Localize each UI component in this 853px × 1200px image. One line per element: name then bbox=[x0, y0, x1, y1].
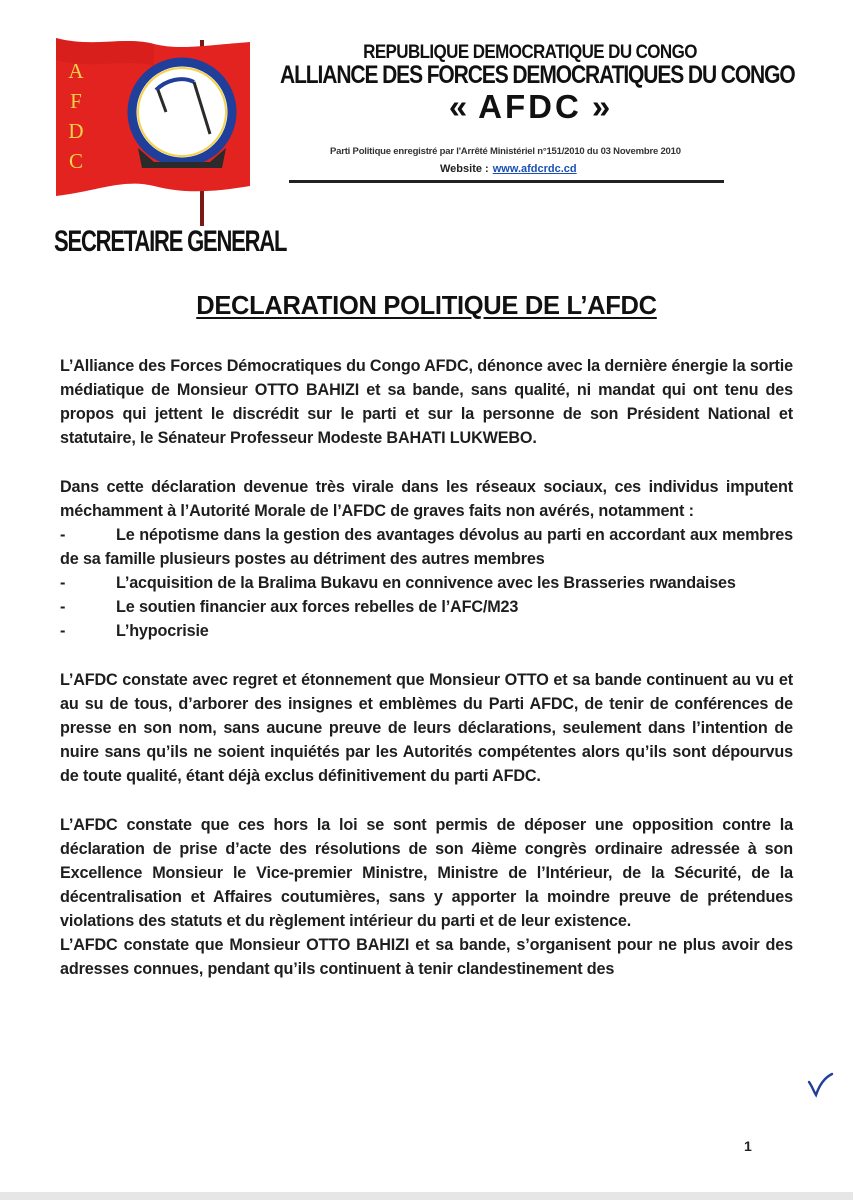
list-dash: - bbox=[60, 598, 66, 616]
list-item bbox=[60, 571, 793, 595]
checkmark-icon bbox=[806, 1072, 834, 1098]
flag-letters bbox=[62, 56, 90, 176]
website-line bbox=[440, 163, 640, 175]
website-label: Website : bbox=[440, 163, 489, 175]
document-title bbox=[0, 292, 853, 321]
list-item-text: Le soutien financier aux forces rebelles de l’AFC/M23 bbox=[116, 598, 519, 616]
acronym: AFDC bbox=[478, 88, 582, 125]
letterhead bbox=[280, 40, 795, 126]
secretaire-general-label: SECRETAIRE GENERAL bbox=[54, 224, 287, 258]
paragraph: L’Alliance des Forces Démocratiques du Congo AFDC, dénonce avec la dernière énergie la sortie médiatique de Monsieur OTTO BAHIZI et sa bande, sans qualité, ni mandat qui ont tenu des propos qui jettent le discrédit sur le parti et sur la personne de son Président National et statutaire, le Sénateur Professeur Modeste BAHATI LUKWEBO. bbox=[60, 357, 793, 447]
flag-letter: D bbox=[68, 119, 84, 143]
list-item-text: L’hypocrisie bbox=[116, 622, 209, 640]
list-item bbox=[60, 523, 793, 571]
list-item-text: Le népotisme dans la gestion des avantages dévolus au parti en accordant aux membres de sa famille plusieurs postes au détriment des autres membres bbox=[60, 526, 793, 568]
list-item bbox=[60, 619, 793, 643]
page-bottom-edge bbox=[0, 1192, 853, 1200]
paragraph: L’AFDC constate que ces hors la loi se sont permis de déposer une opposition contre la déclaration de prise d’acte des résolutions de son 4ième congrès ordinaire adressée à son Excellence Monsieur le Vice-premier Ministre, Ministre de l’Intérieur, de la Sécurité, de la décentralisation et Affaires coutumières, sans y apporter la moindre preuve de prétendues violations des statuts et du règlement intérieur du parti et de leur existence. bbox=[60, 816, 793, 930]
list-dash: - bbox=[60, 622, 66, 640]
quote-close: » bbox=[591, 88, 612, 125]
header-rule bbox=[289, 180, 724, 183]
republic-heading: REPUBLIQUE DEMOCRATIQUE DU CONGO bbox=[363, 40, 697, 63]
flag-letter: A bbox=[68, 59, 84, 83]
acronym-heading bbox=[280, 88, 780, 126]
flag-letter: C bbox=[68, 149, 83, 173]
paragraph: L’AFDC constate que Monsieur OTTO BAHIZI et sa bande, s’organisent pour ne plus avoir des adresses connues, pendant qu’ils continuent à tenir clandestinement des bbox=[60, 936, 793, 978]
quote-open: « bbox=[448, 88, 469, 125]
list-item-text: L’acquisition de la Bralima Bukavu en connivence avec les Brasseries rwandaises bbox=[116, 574, 736, 592]
list-dash: - bbox=[60, 526, 66, 544]
page-number: 1 bbox=[744, 1138, 752, 1154]
afdc-logo bbox=[54, 36, 287, 258]
list-dash: - bbox=[60, 574, 66, 592]
flag-letter: F bbox=[70, 89, 82, 113]
website-link[interactable]: www.afdcrdc.cd bbox=[492, 163, 577, 175]
alliance-heading: ALLIANCE DES FORCES DEMOCRATIQUES DU CONGO bbox=[280, 61, 795, 90]
paragraph: L’AFDC constate avec regret et étonnement que Monsieur OTTO et sa bande continuent au vu et au su de tous, d’arborer des insignes et emblèmes du Parti AFDC, de tenir de conférences de presse en son nom, sans aucune preuve de leurs déclarations, seulement dans l’intention de nuire sans qu’ils ne soient inquiétés par les Autorités compétentes alors qu’ils sont dépourvus de toute qualité, étant déjà exclus définitivement du parti AFDC. bbox=[60, 671, 793, 785]
document-body bbox=[60, 354, 793, 981]
registration-line: Parti Politique enregistré par l'Arrêté Ministériel n°151/2010 du 03 Novembre 2010 bbox=[330, 146, 681, 157]
paragraph: Dans cette déclaration devenue très virale dans les réseaux sociaux, ces individus imputent méchamment à l’Autorité Morale de l’AFDC de graves faits non avérés, notamment : bbox=[60, 478, 793, 520]
title-text: DECLARATION POLITIQUE DE L’AFDC bbox=[196, 292, 657, 320]
list-item bbox=[60, 595, 793, 619]
